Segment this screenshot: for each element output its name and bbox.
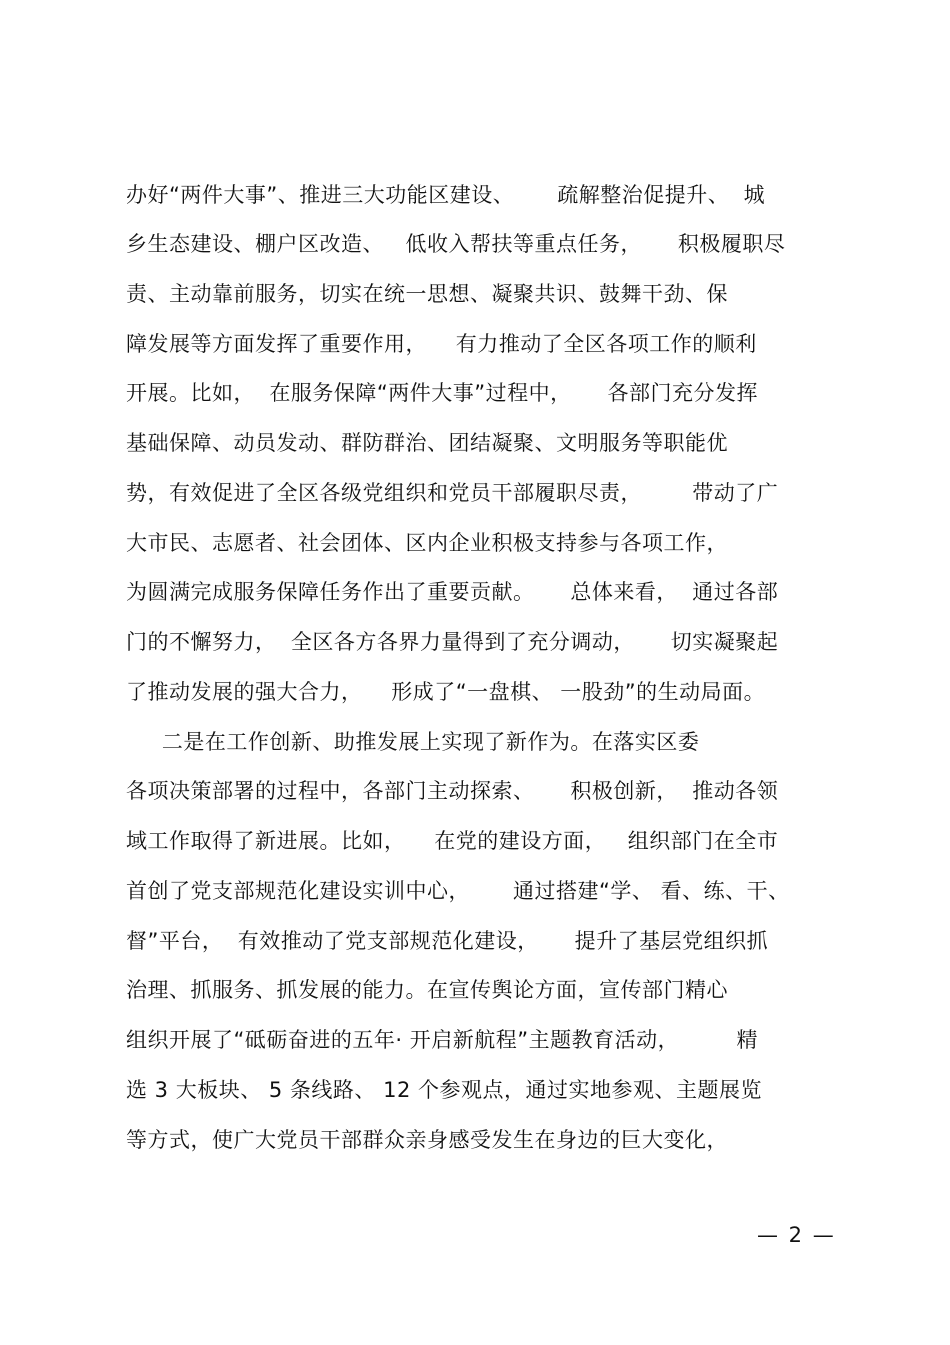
text-line-6: 基础保障、动员发动、群防群治、团结凝聚、文明服务等职能优 bbox=[126, 431, 728, 455]
text-line-4: 障发展等方面发挥了重要作用， 有力推动了全区各项工作的顺利 bbox=[126, 332, 757, 356]
text-line-13: 各项决策部署的过程中，各部门主动探索、 积极创新， 推动各领 bbox=[126, 779, 779, 803]
text-line-12: 二是在工作创新、助推发展上实现了新作为。在落实区委 bbox=[126, 730, 700, 754]
text-line-5: 开展。比如， 在服务保障“两件大事”过程中， 各部门充分发挥 bbox=[126, 381, 758, 405]
text-line-2: 乡生态建设、棚户区改造、 低收入帮扶等重点任务， 积极履职尽 bbox=[126, 232, 786, 256]
text-line-19: 选 3 大板块、 5 条线路、 12 个参观点，通过实地参观、主题展览 bbox=[126, 1078, 762, 1102]
text-line-18: 组织开展了“砥砺奋进的五年· 开启新航程”主题教育活动， 精 bbox=[126, 1028, 759, 1052]
text-line-1: 办好“两件大事”、推进三大功能区建设、 疏解整治促提升、 城 bbox=[126, 183, 766, 207]
text-line-8: 大市民、志愿者、社会团体、区内企业积极支持参与各项工作， bbox=[126, 531, 728, 555]
text-line-7: 势，有效促进了全区各级党组织和党员干部履职尽责， 带动了广 bbox=[126, 481, 779, 505]
text-line-15: 首创了党支部规范化建设实训中心， 通过搭建“学、 看、练、干、 bbox=[126, 879, 790, 903]
text-line-17: 治理、抓服务、抓发展的能力。在宣传舆论方面，宣传部门精心 bbox=[126, 978, 728, 1002]
page-number: — 2 — bbox=[757, 1223, 836, 1247]
text-line-16: 督”平台， 有效推动了党支部规范化建设， 提升了基层党组织抓 bbox=[126, 929, 769, 953]
text-line-14: 域工作取得了新进展。比如， 在党的建设方面， 组织部门在全市 bbox=[126, 829, 779, 853]
text-line-10: 门的不懈努力， 全区各方各界力量得到了充分调动， 切实凝聚起 bbox=[126, 630, 779, 654]
text-line-20: 等方式，使广大党员干部群众亲身感受发生在身边的巨大变化， bbox=[126, 1128, 728, 1152]
text-line-11: 了推动发展的强大合力， 形成了“一盘棋、 一股劲”的生动局面。 bbox=[126, 680, 766, 704]
text-line-3: 责、主动靠前服务，切实在统一思想、凝聚共识、鼓舞干劲、保 bbox=[126, 282, 728, 306]
text-line-9: 为圆满完成服务保障任务作出了重要贡献。 总体来看， 通过各部 bbox=[126, 580, 779, 604]
